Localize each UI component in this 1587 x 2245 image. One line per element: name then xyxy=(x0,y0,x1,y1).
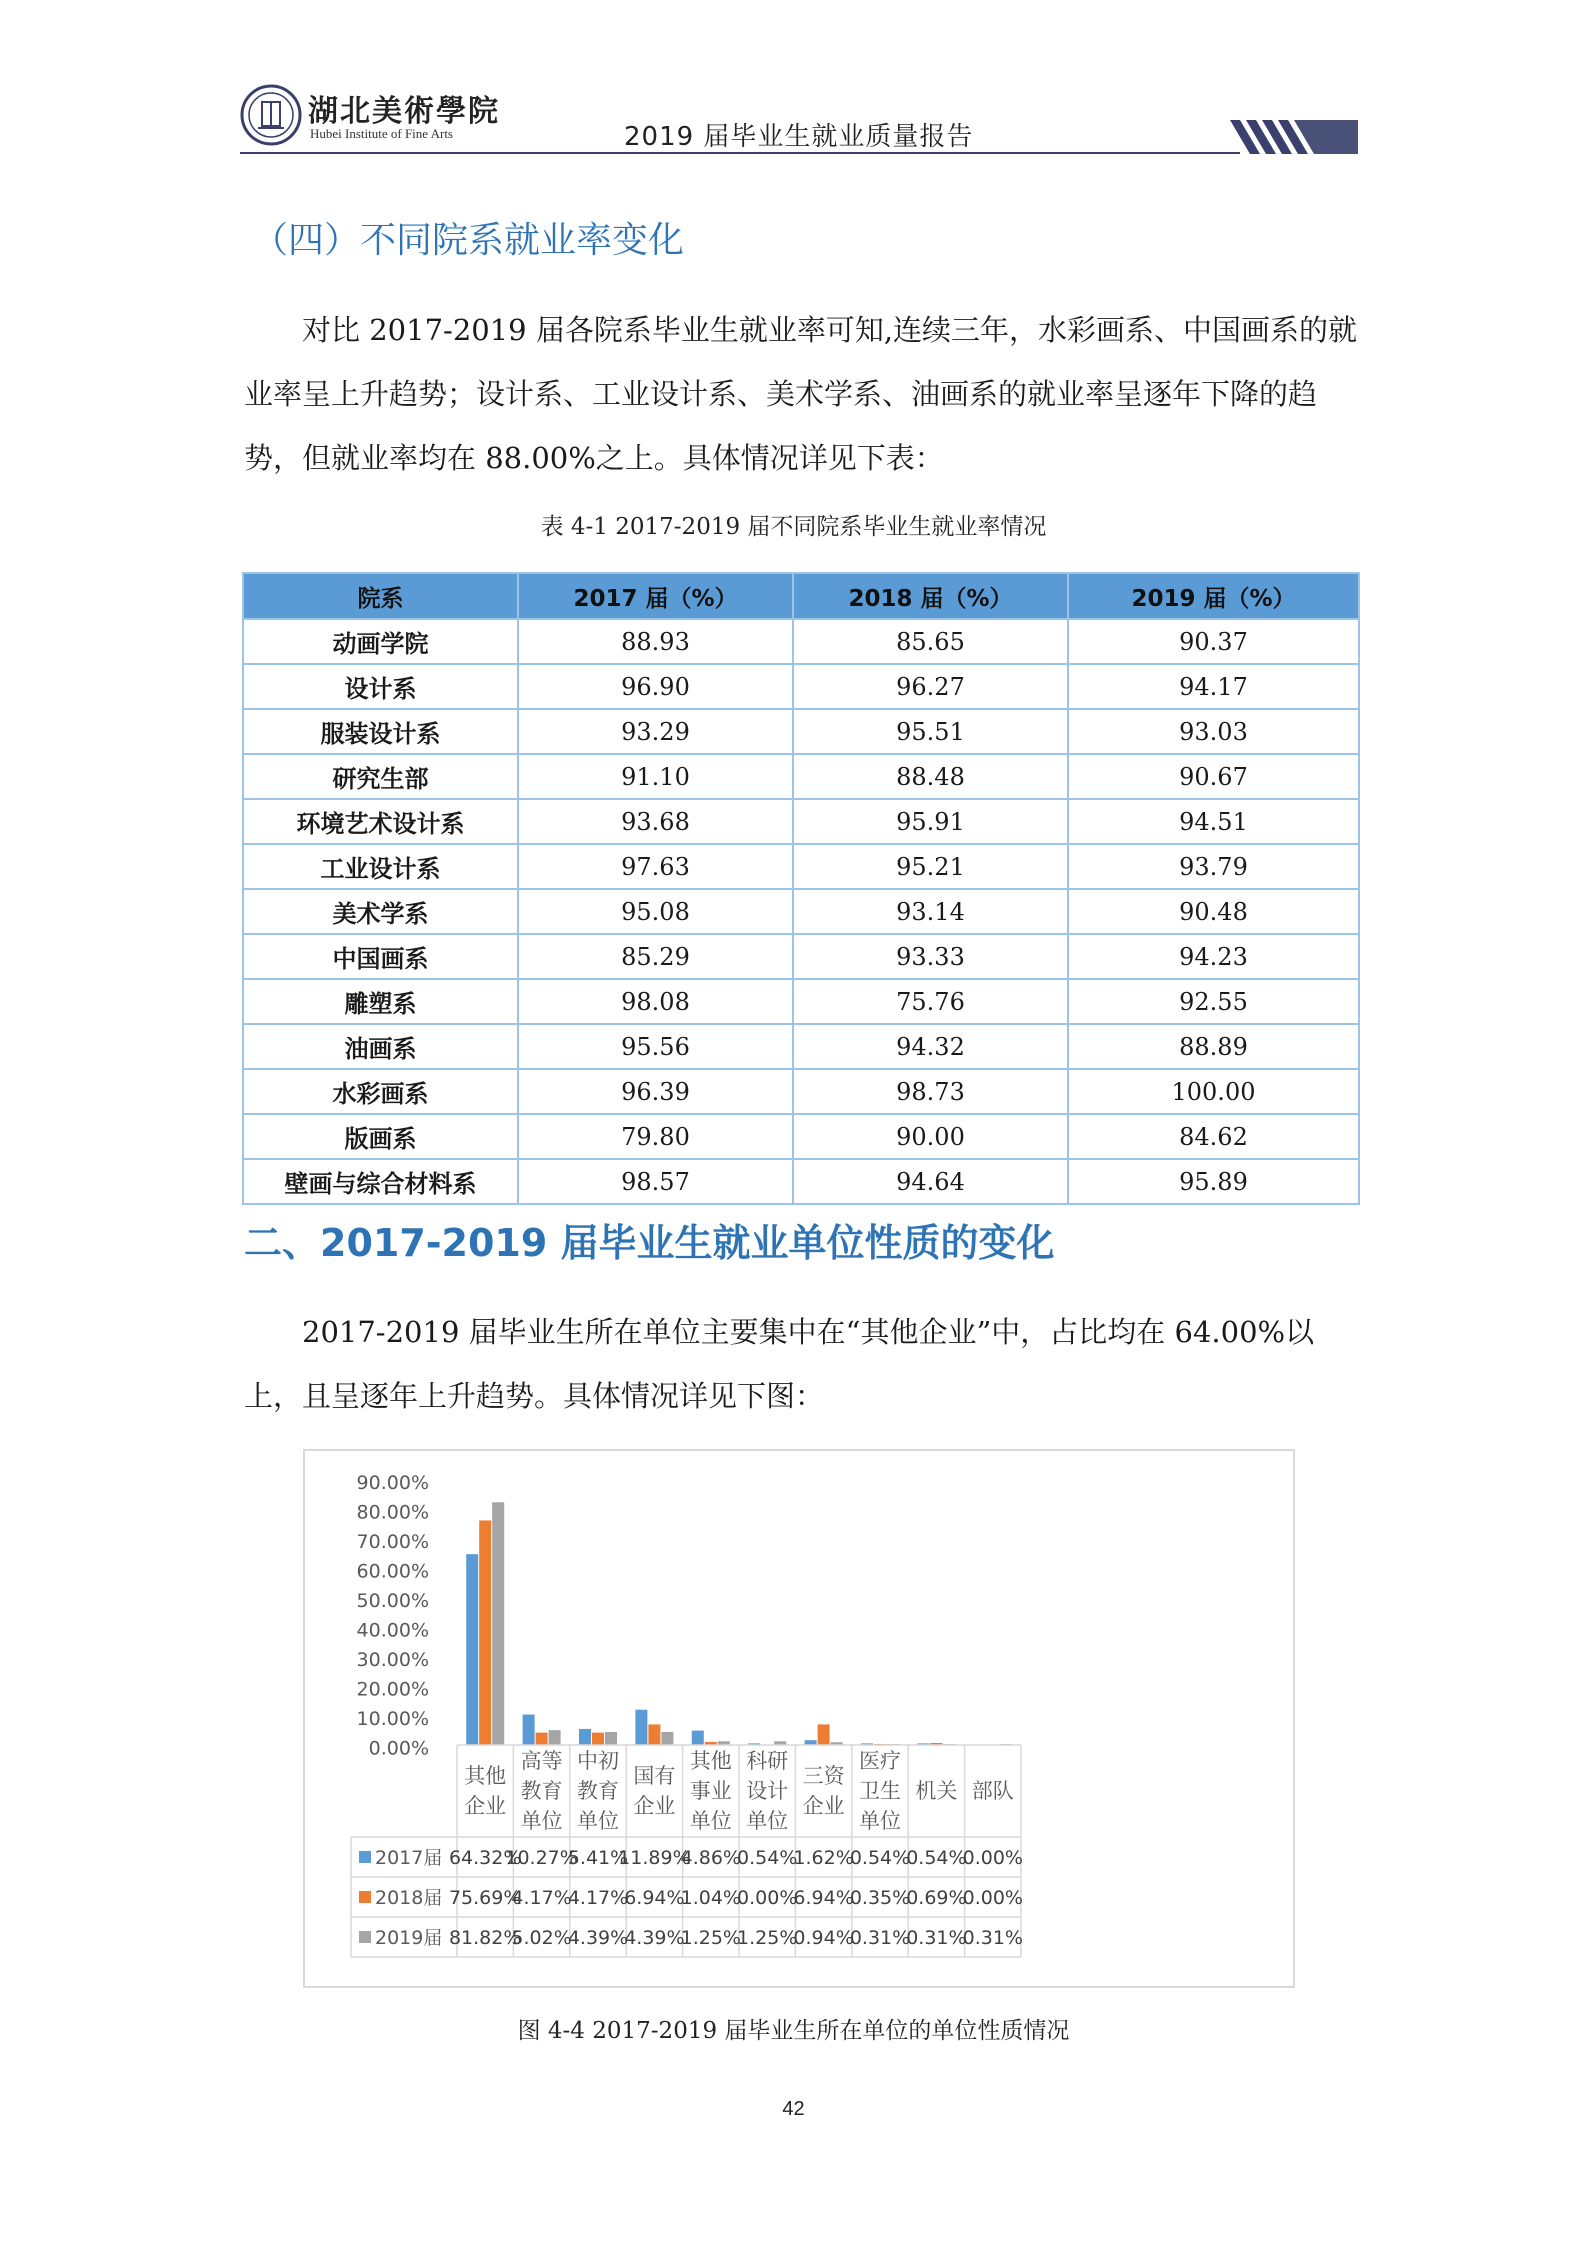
table-row xyxy=(243,709,1359,754)
y-tick-label: 90.00% xyxy=(356,1472,429,1494)
bar-2018届-0 xyxy=(479,1520,491,1745)
x-category-label: 单位 xyxy=(577,1809,619,1833)
table-row xyxy=(243,844,1359,889)
bar-2018届-2 xyxy=(592,1733,604,1745)
data-label: 81.82% xyxy=(448,1927,522,1949)
table-header-cell: 院系 xyxy=(243,573,518,619)
bar-2017届-3 xyxy=(635,1710,647,1745)
table-row xyxy=(243,619,1359,664)
y-tick-label: 10.00% xyxy=(356,1708,429,1730)
rate-cell: 98.08 xyxy=(518,979,793,1024)
table-row xyxy=(243,934,1359,979)
bar-2019届-2 xyxy=(605,1732,617,1745)
legend-label: 2018届 xyxy=(375,1887,443,1909)
table-header-cell: 2017 届（%） xyxy=(518,573,793,619)
data-label: 0.54% xyxy=(849,1847,911,1869)
department-cell: 中国画系 xyxy=(243,934,518,979)
rate-cell: 93.14 xyxy=(793,889,1068,934)
table-header-cell: 2018 届（%） xyxy=(793,573,1068,619)
data-label: 1.25% xyxy=(680,1927,741,1949)
y-tick-label: 20.00% xyxy=(356,1678,429,1701)
rate-cell: 88.93 xyxy=(518,619,793,664)
x-category-label: 高等 xyxy=(520,1749,563,1773)
data-label: 10.27% xyxy=(505,1847,578,1869)
section-heading: 二、2017-2019 届毕业生就业单位性质的变化 xyxy=(244,1221,1055,1265)
page-number: 42 xyxy=(782,2098,805,2120)
table-row xyxy=(243,754,1359,799)
rate-cell: 93.79 xyxy=(1068,844,1359,889)
rate-cell: 79.80 xyxy=(518,1114,793,1159)
rate-cell: 90.48 xyxy=(1068,889,1359,934)
rate-cell: 93.03 xyxy=(1068,709,1359,754)
rate-cell: 95.56 xyxy=(518,1024,793,1069)
rate-cell: 95.89 xyxy=(1068,1159,1359,1204)
rate-cell: 88.48 xyxy=(793,754,1068,799)
rate-cell: 94.32 xyxy=(793,1024,1068,1069)
rate-cell: 88.89 xyxy=(1068,1024,1359,1069)
department-cell: 油画系 xyxy=(243,1024,518,1069)
header-stripes-decoration xyxy=(1230,120,1358,154)
table-row xyxy=(243,1159,1359,1204)
rate-cell: 85.29 xyxy=(518,934,793,979)
rate-cell: 94.17 xyxy=(1068,664,1359,709)
data-label: 6.94% xyxy=(624,1887,685,1909)
rate-cell: 84.62 xyxy=(1068,1114,1359,1159)
data-label: 5.41% xyxy=(567,1847,629,1869)
x-category-label: 单位 xyxy=(520,1809,563,1833)
x-category-label: 其他 xyxy=(464,1764,507,1788)
report-title: 2019 届毕业生就业质量报告 xyxy=(624,122,974,152)
data-label: 0.00% xyxy=(737,1887,798,1909)
x-category-label: 国有 xyxy=(633,1764,676,1788)
table-row xyxy=(243,979,1359,1024)
department-cell: 研究生部 xyxy=(243,754,518,799)
data-label: 0.31% xyxy=(849,1927,911,1949)
department-cell: 雕塑系 xyxy=(243,979,518,1024)
table-row xyxy=(243,1114,1359,1159)
y-tick-label: 40.00% xyxy=(356,1619,429,1642)
x-category-label: 部队 xyxy=(971,1779,1014,1803)
bar-2018届-6 xyxy=(818,1724,830,1745)
school-name-en: Hubei Institute of Fine Arts xyxy=(310,126,453,141)
rate-cell: 93.68 xyxy=(518,799,793,844)
x-category-label: 中初 xyxy=(577,1749,619,1773)
data-label: 0.94% xyxy=(793,1927,854,1949)
header-divider xyxy=(240,152,1240,154)
table-header-row xyxy=(243,573,1359,619)
table-row xyxy=(243,799,1359,844)
x-category-label: 教育 xyxy=(577,1779,619,1803)
x-category-label: 其他 xyxy=(689,1749,732,1773)
data-label: 0.35% xyxy=(849,1887,911,1909)
data-label: 0.00% xyxy=(962,1847,1023,1869)
rate-cell: 92.55 xyxy=(1068,979,1359,1024)
paragraph-chart-intro: 2017-2019 届毕业生所在单位主要集中在“其他企业”中，占比均在 64.00%以上，且呈逐年上升趋势。具体情况详见下图： xyxy=(244,1315,1315,1413)
rate-cell: 95.91 xyxy=(793,799,1068,844)
data-label: 75.69% xyxy=(448,1887,522,1909)
y-tick-label: 50.00% xyxy=(356,1590,429,1612)
rate-cell: 94.51 xyxy=(1068,799,1359,844)
data-label: 4.17% xyxy=(511,1887,572,1909)
data-label: 0.69% xyxy=(906,1887,967,1909)
data-label: 4.17% xyxy=(567,1887,629,1909)
x-category-label: 单位 xyxy=(746,1809,789,1833)
department-cell: 服装设计系 xyxy=(243,709,518,754)
y-tick-label: 60.00% xyxy=(356,1560,429,1583)
rate-cell: 94.23 xyxy=(1068,934,1359,979)
rate-cell: 96.39 xyxy=(518,1069,793,1114)
x-category-label: 单位 xyxy=(689,1809,732,1833)
section-subheading: （四）不同院系就业率变化 xyxy=(252,220,685,261)
department-cell: 水彩画系 xyxy=(243,1069,518,1114)
school-logo-icon xyxy=(240,84,302,146)
chart-canvas xyxy=(305,1451,1293,1986)
table-row xyxy=(243,1069,1359,1114)
figure-caption: 图 4-4 2017-2019 届毕业生所在单位的单位性质情况 xyxy=(517,2018,1070,2044)
bar-2018届-1 xyxy=(536,1733,548,1745)
table-row xyxy=(243,1024,1359,1069)
department-cell: 动画学院 xyxy=(243,619,518,664)
department-cell: 版画系 xyxy=(243,1114,518,1159)
department-cell: 美术学系 xyxy=(243,889,518,934)
y-tick-label: 0.00% xyxy=(368,1737,429,1760)
department-cell: 壁画与综合材料系 xyxy=(243,1159,518,1204)
rate-cell: 98.57 xyxy=(518,1159,793,1204)
rate-cell: 97.63 xyxy=(518,844,793,889)
bar-2019届-3 xyxy=(661,1732,673,1745)
rate-cell: 95.08 xyxy=(518,889,793,934)
department-cell: 设计系 xyxy=(243,664,518,709)
rate-cell: 93.29 xyxy=(518,709,793,754)
bar-2018届-3 xyxy=(648,1724,660,1745)
data-label: 1.25% xyxy=(737,1927,798,1949)
rate-cell: 95.21 xyxy=(793,844,1068,889)
data-label: 6.94% xyxy=(793,1887,854,1909)
x-category-label: 企业 xyxy=(633,1794,676,1818)
bar-2017届-4 xyxy=(692,1731,704,1745)
data-label: 4.39% xyxy=(624,1927,685,1949)
data-label: 4.39% xyxy=(567,1927,629,1949)
legend-key-2018届 xyxy=(359,1891,371,1903)
y-tick-label: 30.00% xyxy=(356,1649,429,1671)
y-tick-label: 70.00% xyxy=(356,1531,429,1553)
data-label: 5.02% xyxy=(511,1927,572,1949)
table-row xyxy=(243,664,1359,709)
department-cell: 工业设计系 xyxy=(243,844,518,889)
table-row xyxy=(243,889,1359,934)
legend-label: 2019届 xyxy=(375,1927,443,1949)
x-category-label: 事业 xyxy=(689,1779,732,1803)
rate-cell: 93.33 xyxy=(793,934,1068,979)
employment-rate-table xyxy=(242,572,1360,1205)
y-tick-label: 80.00% xyxy=(356,1501,429,1524)
unit-nature-chart xyxy=(303,1449,1295,1988)
legend-label: 2017届 xyxy=(375,1847,443,1869)
rate-cell: 85.65 xyxy=(793,619,1068,664)
data-label: 0.54% xyxy=(906,1847,967,1869)
x-category-label: 机关 xyxy=(915,1779,958,1803)
data-label: 11.89% xyxy=(618,1847,691,1869)
bar-2017届-2 xyxy=(579,1729,591,1745)
rate-cell: 90.37 xyxy=(1068,619,1359,664)
x-category-label: 企业 xyxy=(802,1794,845,1818)
paragraph-intro: 对比 2017-2019 届各院系毕业生就业率可知,连续三年，水彩画系、中国画系的就业率呈上升趋势；设计系、工业设计系、美术学系、油画系的就业率呈逐年下降的趋势，但就业率均在 88.00%之上。具体情况详见下表： xyxy=(244,313,1358,475)
data-label: 0.54% xyxy=(737,1847,798,1869)
data-label: 0.00% xyxy=(962,1887,1023,1909)
school-name-cn: 湖北美術學院 xyxy=(308,94,500,129)
x-category-label: 教育 xyxy=(520,1779,563,1803)
x-category-label: 企业 xyxy=(464,1794,507,1818)
rate-cell: 95.51 xyxy=(793,709,1068,754)
bar-2017届-0 xyxy=(466,1554,478,1745)
legend-key-2017届 xyxy=(359,1851,371,1863)
rate-cell: 94.64 xyxy=(793,1159,1068,1204)
rate-cell: 90.00 xyxy=(793,1114,1068,1159)
page-header xyxy=(240,82,1358,154)
data-label: 64.32% xyxy=(448,1847,522,1869)
x-category-label: 三资 xyxy=(802,1764,845,1788)
x-category-label: 卫生 xyxy=(859,1779,901,1803)
x-category-label: 科研 xyxy=(746,1749,789,1773)
rate-cell: 96.90 xyxy=(518,664,793,709)
table-header-cell: 2019 届（%） xyxy=(1068,573,1359,619)
data-label: 1.62% xyxy=(793,1847,854,1869)
department-cell: 环境艺术设计系 xyxy=(243,799,518,844)
rate-cell: 90.67 xyxy=(1068,754,1359,799)
data-label: 4.86% xyxy=(680,1847,741,1869)
rate-cell: 98.73 xyxy=(793,1069,1068,1114)
x-category-label: 设计 xyxy=(746,1779,789,1803)
rate-cell: 91.10 xyxy=(518,754,793,799)
data-label: 1.04% xyxy=(680,1887,741,1909)
table-caption: 表 4-1 2017-2019 届不同院系毕业生就业率情况 xyxy=(540,514,1047,540)
x-category-label: 医疗 xyxy=(859,1749,901,1773)
bar-2019届-1 xyxy=(549,1730,561,1745)
rate-cell: 100.00 xyxy=(1068,1069,1359,1114)
legend-key-2019届 xyxy=(359,1931,371,1943)
x-category-label: 单位 xyxy=(859,1809,901,1833)
rate-cell: 96.27 xyxy=(793,664,1068,709)
bar-2017届-1 xyxy=(523,1715,535,1745)
bar-2019届-0 xyxy=(492,1502,504,1745)
rate-cell: 75.76 xyxy=(793,979,1068,1024)
data-label: 0.31% xyxy=(962,1927,1023,1949)
data-label: 0.31% xyxy=(906,1927,967,1949)
